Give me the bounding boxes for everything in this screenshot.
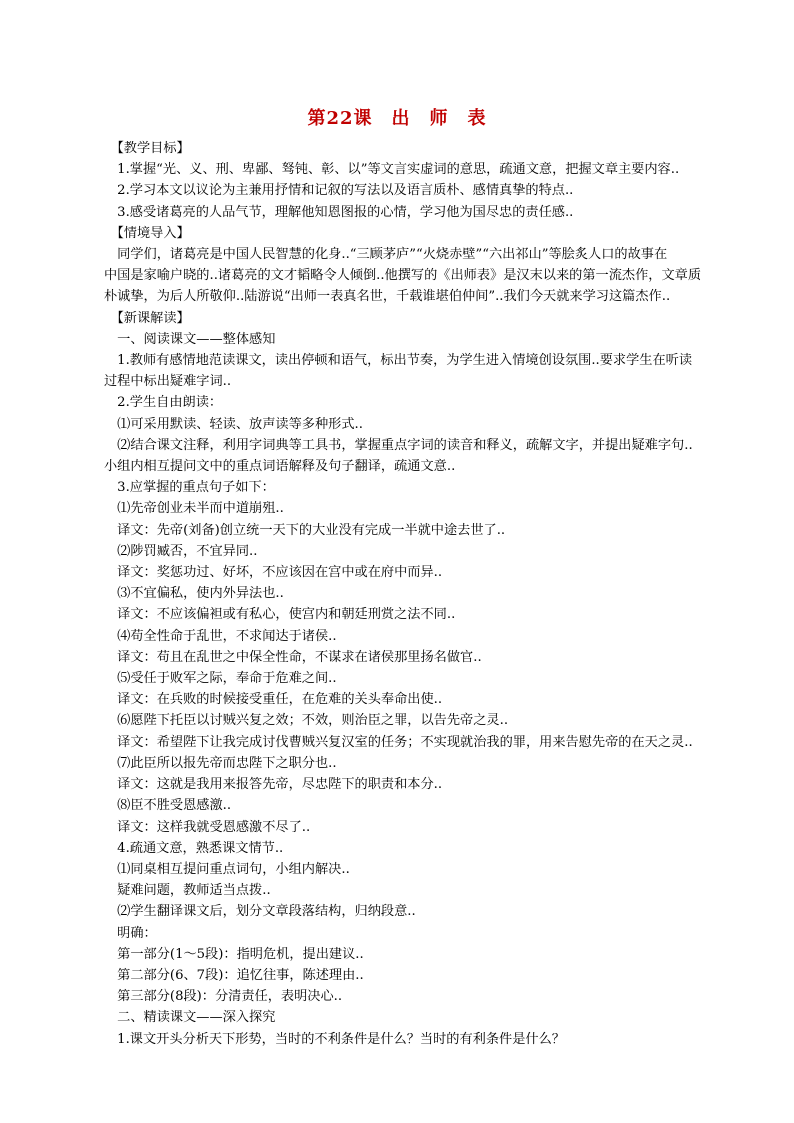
text-line: 2.学生自由朗读：	[104, 395, 223, 411]
text-line: 译文：这就是我用来报答先帝，尽忠陛下的职责和本分..	[104, 777, 443, 793]
text-line: ⑵陟罚臧否，不宜异同..	[104, 543, 258, 559]
text-line: ⑵结合课文注释，利用字词典等工具书，掌握重点字词的读音和释义，疏解文字，并提出疑难字句..	[104, 437, 693, 453]
text-line: 1.课文开头分析天下形势，当时的不利条件是什么？当时的有利条件是什么？	[104, 1031, 565, 1047]
text-line: 译文：苟且在乱世之中保全性命，不谋求在诸侯那里扬名做官..	[104, 649, 482, 665]
text-line: 二、精读课文——深入探究	[104, 1010, 276, 1026]
text-line: 【新课解读】	[104, 310, 190, 326]
document-body	[104, 138, 744, 1050]
text-line: 4.疏通文意，熟悉课文情节..	[104, 840, 284, 856]
text-line: ⑶不宜偏私，使内外异法也..	[104, 586, 284, 602]
text-line: 朴诚挚，为后人所敬仰..陆游说“出师一表真名世，千载谁堪伯仲间”..我们今天就来学习这篇杰作..	[104, 289, 671, 305]
text-line: ⑺此臣所以报先帝而忠陛下之职分也..	[104, 755, 337, 771]
text-line: ⑴同桌相互提问重点词句，小组内解决..	[104, 861, 350, 877]
text-line: 同学们，诸葛亮是中国人民智慧的化身..“三顾茅庐”“火烧赤壁”“六出祁山”等脍炙人口的故事在	[104, 247, 668, 263]
text-line: ⑻臣不胜受恩感激..	[104, 798, 232, 814]
text-line: 3.感受诸葛亮的人品气节，理解他知恩图报的心情，学习他为国尽忠的责任感..	[104, 204, 574, 220]
text-line: 1.掌握“光、义、刑、卑鄙、驽钝、彰、以”等文言实虚词的意思，疏通文意，把握文章主要内容..	[104, 162, 680, 178]
text-line: ⑹愿陛下托臣以讨贼兴复之效；不效，则治臣之罪，以告先帝之灵..	[104, 713, 509, 729]
text-line: 译文：在兵败的时候接受重任，在危难的关头奉命出使..	[104, 692, 443, 708]
page-title: 第22课 出 师 表	[307, 108, 487, 129]
text-line: 译文：奖惩功过、好坏，不应该因在宫中或在府中而异..	[104, 565, 443, 581]
text-line: 译文：不应该偏袒或有私心，使宫内和朝廷刑赏之法不同..	[104, 607, 456, 623]
text-line: 译文：希望陛下让我完成讨伐曹贼兴复汉室的任务；不实现就治我的罪，用来告慰先帝的在天之灵..	[104, 734, 693, 750]
text-line: 疑难问题，教师适当点拨..	[104, 883, 271, 899]
text-line: 译文：这样我就受恩感激不尽了..	[104, 819, 311, 835]
text-line: 【情境导入】	[104, 225, 190, 241]
text-line: ⑵学生翻译课文后，划分文章段落结构，归纳段意..	[104, 904, 416, 920]
text-line: 译文：先帝(刘备)创立统一天下的大业没有完成一半就中途去世了..	[104, 522, 506, 538]
text-line: 一、阅读课文——整体感知	[104, 331, 276, 347]
text-line: ⑸受任于败军之际，奉命于危难之间..	[104, 671, 337, 687]
text-line: ⑷苟全性命于乱世，不求闻达于诸侯..	[104, 628, 337, 644]
text-line: 过程中标出疑难字词..	[104, 374, 232, 390]
text-line: ⑴可采用默读、轻读、放声读等多种形式..	[104, 416, 363, 432]
text-line: 第一部分(1～5段)：指明危机，提出建议..	[104, 946, 364, 962]
text-line: 1.教师有感情地范读课文，读出停顿和语气，标出节奏，为学生进入情境创设氛围..要求学生在听读	[104, 353, 693, 369]
text-line: 第二部分(6、7段)：追忆往事，陈述理由..	[104, 967, 364, 983]
text-line: ⑴先帝创业未半而中道崩殂..	[104, 501, 284, 517]
text-line: 第三部分(8段)：分清责任，表明决心..	[104, 989, 343, 1005]
text-line: 2.学习本文以议论为主兼用抒情和记叙的写法以及语言质朴、感情真挚的特点..	[104, 183, 574, 199]
text-line: 【教学目标】	[104, 141, 190, 156]
text-line: 明确：	[104, 925, 157, 941]
text-line: 3.应掌握的重点句子如下：	[104, 480, 275, 496]
text-line: 中国是家喻户晓的..诸葛亮的文才韬略令人倾倒..他撰写的《出师表》是汉末以来的第一流杰作，文章质	[104, 268, 702, 284]
text-line: 小组内相互提问文中的重点词语解释及句子翻译，疏通文意..	[104, 459, 456, 475]
